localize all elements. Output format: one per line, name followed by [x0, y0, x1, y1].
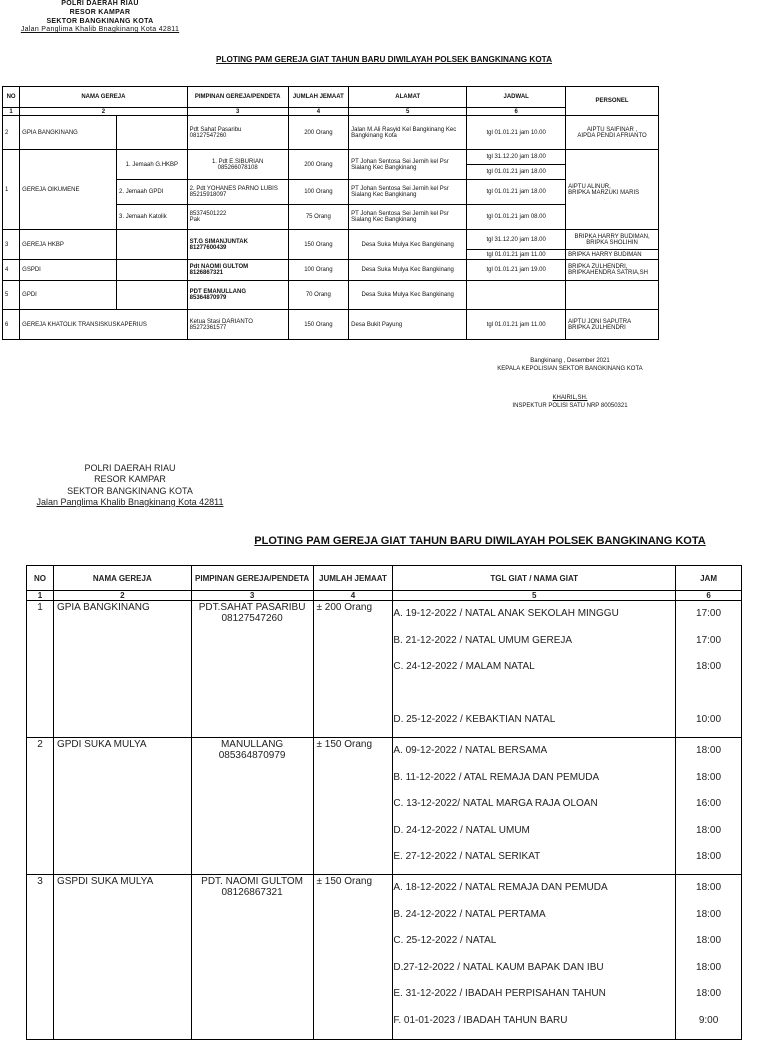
personnel: BRIPKA HARRY BUDIMAN	[566, 250, 659, 260]
leader-name: 2. Pdt YOHANES PARNO LUBIS	[189, 186, 278, 192]
signature-rank: INSPEKTUR POLISI SATU NRP 80050321	[512, 403, 628, 410]
col-header-nama: NAMA GEREJA	[53, 566, 191, 591]
col-header-giat: TGL GIAT / NAMA GIAT	[393, 566, 676, 591]
letterhead-line2: RESOR KAMPAR	[69, 8, 131, 16]
event-item: A. 19-12-2022 / NATAL ANAK SEKOLAH MINGGU	[393, 608, 619, 619]
time-list	[676, 601, 742, 738]
address: Jalan M.Ali Rasyid Kel Bangkinang Kec Bangkinang Kota	[349, 116, 467, 150]
schedule: tgl 01.01.21 jam 10.00	[467, 116, 566, 150]
event-item	[393, 681, 675, 708]
empty-cell	[467, 281, 566, 310]
signature-position: KEPALA KEPOLISIAN SEKTOR BANGKINANG KOTA	[497, 366, 643, 373]
leader-phone: 85374501222	[189, 211, 227, 217]
schedule: tgl 01.01.21 jam 08.00	[467, 205, 566, 230]
column-number: 2	[53, 591, 191, 601]
congregation-count: 200 Orang	[288, 150, 349, 180]
letterhead-address: Jalan Panglima Khalib Bnagkinang Kota 42811	[36, 496, 224, 507]
church-name: GPDI SUKA MULYA	[53, 738, 191, 875]
leader-name: Ketua Stasi DARIANTO	[189, 318, 253, 325]
church-name: GPIA BANGKINANG	[53, 601, 191, 738]
row-no: 1	[3, 150, 20, 230]
event-item: B. 21-12-2022 / NATAL UMUM GEREJA	[393, 634, 573, 646]
schedule: tgl 31.12.20 jam 18.00	[467, 230, 566, 250]
signature-place-date: Bangkinang , Desember 2021	[530, 358, 610, 364]
row-no: 2	[27, 738, 54, 875]
column-number: 4	[313, 591, 393, 601]
leader-cell	[187, 205, 288, 230]
table-row	[27, 875, 742, 1040]
event-item: D.27-12-2022 / NATAL KAUM BAPAK DAN IBU	[393, 961, 604, 973]
leader-phone: 08126867321	[221, 887, 283, 898]
leader-name: MANULLANG	[220, 739, 284, 750]
letterhead-1	[20, 0, 180, 35]
leader-phone: 8126867321	[189, 270, 224, 276]
col-header-no: NO	[3, 87, 20, 108]
event-item: C. 24-12-2022 / MALAM NATAL	[393, 661, 535, 672]
col-header-jemaat: JUMLAH JEMAAT	[313, 566, 393, 591]
empty-cell	[566, 281, 659, 310]
table-row	[27, 601, 742, 738]
sub-congregation: 1. Jemaah G.HKBP	[117, 150, 188, 180]
congregation-count: 100 Orang	[288, 180, 349, 205]
col-header-nama: NAMA GEREJA	[20, 87, 188, 108]
ploting-table-1	[2, 86, 659, 340]
row-no: 3	[3, 230, 20, 260]
table-row	[27, 738, 742, 875]
leader-cell	[187, 260, 288, 281]
column-number: 5	[349, 108, 467, 116]
col-header-alamat: ALAMAT	[349, 87, 467, 108]
letterhead-2	[20, 463, 240, 508]
leader-name: Pdt Sahat Pasaribu	[189, 126, 242, 133]
church-name: GEREJA HKBP	[20, 230, 117, 260]
church-name: GPIA BANGKINANG	[20, 116, 117, 150]
event-item: E. 31-12-2022 / IBADAH PERPISAHAN TAHUN	[393, 988, 606, 999]
leader-name: PDT.SAHAT PASARIBU	[198, 602, 306, 613]
table-row	[3, 310, 659, 340]
row-no: 5	[3, 281, 20, 310]
leader-cell	[187, 116, 288, 150]
letterhead-line2: RESOR KAMPAR	[94, 474, 166, 485]
col-header-jemaat: JUMLAH JEMAAT	[288, 87, 349, 108]
event-time: 18:00	[696, 908, 722, 920]
time-list	[676, 875, 742, 1040]
event-list	[393, 738, 676, 875]
leader-cell	[187, 180, 288, 205]
event-item: A. 18-12-2022 / NATAL REMAJA DAN PEMUDA	[393, 882, 608, 893]
congregation-count: 70 Orang	[288, 281, 349, 310]
column-number: 6	[467, 108, 566, 116]
col-header-jadwal: JADWAL	[467, 87, 566, 108]
address: Desa Suka Mulya Kec Bangkinang	[349, 230, 467, 260]
event-time: 18:00	[696, 988, 722, 999]
event-time: 18:00	[696, 882, 722, 893]
congregation-count: ± 200 Orang	[313, 601, 393, 738]
leader-cell	[191, 875, 313, 1040]
event-item: A. 09-12-2022 / NATAL BERSAMA	[393, 745, 548, 756]
letterhead-address: Jalan Panglima Khalib Bnagkinang Kota 42811	[20, 26, 180, 34]
congregation-count: 100 Orang	[288, 260, 349, 281]
congregation-count: 75 Orang	[288, 205, 349, 230]
personnel: AIPTU SAIFINAR , AIPDA PENDI AFRIANTO	[566, 116, 659, 150]
event-time: 18:00	[696, 961, 722, 973]
leader-name: ST.G SIMANJUNTAK	[189, 238, 248, 245]
leader-cell	[187, 230, 288, 260]
letterhead-line3: SEKTOR BANGKINANG KOTA	[67, 485, 193, 496]
event-item: E. 27-12-2022 / NATAL SERIKAT	[393, 851, 541, 862]
col-header-personel: PERSONEL	[566, 87, 659, 116]
row-no: 1	[27, 601, 54, 738]
event-time: 18:00	[696, 935, 722, 946]
event-item: D. 25-12-2022 / KEBAKTIAN NATAL	[393, 714, 556, 725]
row-no: 2	[3, 116, 20, 150]
col-header-pimpinan: PIMPINAN GEREJA/PENDETA	[191, 566, 313, 591]
leader-phone: 85272361577	[189, 324, 227, 331]
leader-phone: 81277600439	[189, 244, 227, 251]
ploting-table-2	[26, 565, 742, 1040]
leader-cell	[191, 738, 313, 875]
row-no: 6	[3, 310, 20, 340]
event-time: 18:00	[696, 771, 722, 783]
document-title-2: PLOTING PAM GEREJA GIAT TAHUN BARU DIWILAYAH POLSEK BANGKINANG KOTA	[254, 535, 706, 547]
leader-phone: 08127547260	[221, 613, 283, 624]
column-number-row	[3, 108, 659, 116]
column-number: 6	[676, 591, 742, 601]
event-time: 18:00	[696, 745, 722, 756]
event-time: 16:00	[696, 798, 722, 809]
congregation-count: 150 Orang	[288, 310, 349, 340]
address: Desa Suka Mulya Kec Bangkinang	[349, 260, 467, 281]
schedule: tgl 01.01.21 jam 11.00	[467, 250, 566, 260]
sub-congregation: 2. Jemaah GPDI	[117, 180, 188, 205]
signature-name: KHAIRIL,SH.	[552, 395, 588, 401]
table-row	[3, 281, 659, 310]
schedule: tgl 31.12.20 jam 18.00	[467, 150, 566, 165]
leader-phone: 085266078108	[217, 164, 258, 171]
col-header-jam: JAM	[676, 566, 742, 591]
event-item: C. 25-12-2022 / NATAL	[393, 935, 497, 946]
leader-name: 1. Pdt E.SIBURIAN	[211, 158, 264, 165]
address: Desa Bukit Payung	[349, 310, 467, 340]
event-time: 18:00	[696, 661, 722, 672]
address: Desa Suka Mulya Kec Bangkinang	[349, 281, 467, 310]
column-number: 1	[27, 591, 54, 601]
leader-cell	[191, 601, 313, 738]
church-name: GSPDI SUKA MULYA	[53, 875, 191, 1040]
empty-cell	[117, 260, 188, 281]
column-number: 5	[393, 591, 676, 601]
event-list	[393, 875, 676, 1040]
col-header-pimpinan: PIMPINAN GEREJA/PENDETA	[187, 87, 288, 108]
event-item: B. 24-12-2022 / NATAL PERTAMA	[393, 908, 546, 920]
schedule: tgl 01.01.21 jam 11.00	[467, 310, 566, 340]
schedule: tgl 01.01.21 jam 19.00	[467, 260, 566, 281]
letterhead-line1: POLRI DAERAH RIAU	[84, 463, 176, 473]
column-number: 4	[288, 108, 349, 116]
event-time: 17:00	[696, 608, 722, 619]
event-time: 10:00	[696, 714, 722, 725]
empty-cell	[117, 230, 188, 260]
letterhead-line1: POLRI DAERAH RIAU	[61, 0, 139, 7]
signature-block-1	[470, 357, 670, 373]
event-time: 9:00	[698, 1014, 719, 1026]
table-row	[3, 150, 659, 165]
church-name: GSPDI	[20, 260, 117, 281]
table-row	[3, 116, 659, 150]
column-number: 1	[3, 108, 20, 116]
congregation-count: 200 Orang	[288, 116, 349, 150]
signature-name-block	[470, 394, 670, 410]
leader-cell	[187, 310, 288, 340]
congregation-count: ± 150 Orang	[313, 875, 393, 1040]
address: PT Johan Sentosa Sei Jernih kel Psr Sialang Kec Bangkinang	[349, 180, 467, 205]
leader-cell	[187, 150, 288, 180]
event-item: D. 24-12-2022 / NATAL UMUM	[393, 824, 530, 836]
leader-phone: 85364870979	[189, 295, 227, 301]
event-item: C. 13-12-2022/ NATAL MARGA RAJA OLOAN	[393, 798, 598, 809]
column-number: 3	[191, 591, 313, 601]
schedule: tgl 01.01.21 jam 18.00	[467, 180, 566, 205]
letterhead-line3: SEKTOR BANGKINANG KOTA	[46, 17, 154, 25]
personnel: BRIPKA ZULHENDRI, BRIPKAHENDRA SATRIA,SH	[566, 260, 659, 281]
leader-name: PDT EMANULLANG	[189, 289, 247, 295]
event-item: B. 11-12-2022 / ATAL REMAJA DAN PEMUDA	[393, 771, 600, 783]
event-time	[676, 681, 741, 708]
table-header-row	[27, 566, 742, 591]
schedule: tgl 01.01.21 jam 18.00	[467, 165, 566, 180]
row-no: 4	[3, 260, 20, 281]
event-time: 17:00	[696, 634, 722, 646]
event-list	[393, 601, 676, 738]
church-name: GEREJA KHATOLIK TRANSISKUSKAPERIUS	[20, 310, 188, 340]
table-header-row	[3, 87, 659, 108]
congregation-count: 150 Orang	[288, 230, 349, 260]
church-name: GPDI	[20, 281, 117, 310]
personnel: BRIPKA HARRY BUDIMAN, BRIPKA SHOLIHIN	[566, 230, 659, 250]
column-number: 3	[187, 108, 288, 116]
leader-phone: 085364870979	[218, 750, 286, 761]
event-item: F. 01-01-2023 / IBADAH TAHUN BARU	[393, 1014, 568, 1026]
sub-congregation: 3. Jemaah Katolik	[117, 205, 188, 230]
address: PT Johan Sentosa Sei Jernih kel Psr Sialang Kec Bangkinang	[349, 205, 467, 230]
event-time: 18:00	[696, 824, 722, 836]
table-row	[3, 230, 659, 250]
time-list	[676, 738, 742, 875]
column-number-row	[27, 591, 742, 601]
event-time: 18:00	[696, 851, 722, 862]
empty-cell	[117, 116, 188, 150]
personnel: AIPTU ALINUR, BRIPKA MARZUKI MARIS	[566, 150, 659, 230]
row-no: 3	[27, 875, 54, 1040]
leader-phone: 08127547260	[189, 132, 227, 139]
col-header-no: NO	[27, 566, 54, 591]
leader-name: Pdt NAOMI GULTOM	[189, 264, 249, 270]
leader-name: PDT. NAOMI GULTOM	[201, 876, 304, 887]
address: PT Johan Sentosa Sei Jernih kel Psr Sialang Kec Bangkinang	[349, 150, 467, 180]
personnel: AIPTU JONI SAPUTRA BRIPKA ZULHENDRI	[566, 310, 659, 340]
church-name: GEREJA OIKUMENE	[20, 150, 117, 230]
leader-name: Pak	[189, 217, 201, 223]
empty-cell	[117, 281, 188, 310]
column-number: 2	[20, 108, 188, 116]
table-row	[3, 260, 659, 281]
congregation-count: ± 150 Orang	[313, 738, 393, 875]
document-title-1: PLOTING PAM GEREJA GIAT TAHUN BARU DIWILAYAH POLSEK BANGKINANG KOTA	[216, 55, 552, 64]
leader-phone: 85215918097	[189, 192, 227, 198]
leader-cell	[187, 281, 288, 310]
